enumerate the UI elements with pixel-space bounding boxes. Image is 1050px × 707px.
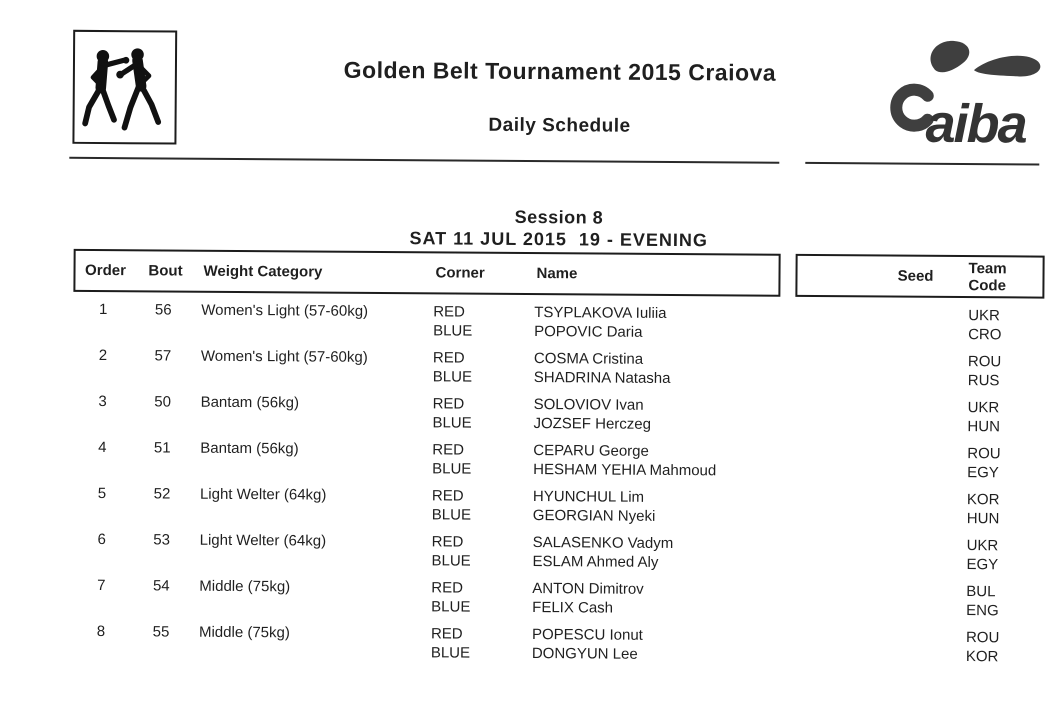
row-corner-labels bbox=[426, 578, 526, 617]
row-boxer-names bbox=[528, 349, 786, 389]
row-corner-labels bbox=[428, 302, 528, 341]
red-boxer-name: SALASENKO Vadym bbox=[532, 534, 674, 553]
corner-red-label: RED bbox=[433, 303, 465, 321]
blue-seed-value bbox=[797, 443, 937, 444]
row-order-number: 7 bbox=[97, 576, 106, 595]
blue-team-code: RUS bbox=[967, 372, 1000, 390]
red-seed-value bbox=[796, 627, 936, 628]
red-boxer-name: SOLOVIOV Ivan bbox=[533, 396, 644, 414]
blue-seed-value bbox=[797, 535, 937, 536]
session-title-area bbox=[279, 205, 839, 230]
red-boxer-name: HYUNCHUL Lim bbox=[532, 488, 645, 506]
red-boxer-name: CEPARU George bbox=[533, 442, 649, 460]
blue-boxer-name: FELIX Cash bbox=[532, 599, 614, 617]
col-header-name: Name bbox=[536, 265, 578, 283]
red-boxer-name: TSYPLAKOVA Iuliia bbox=[534, 304, 667, 322]
column-gap bbox=[784, 581, 796, 619]
row-bout-number: 56 bbox=[154, 301, 172, 319]
red-seed-value bbox=[797, 489, 937, 490]
row-corner-labels bbox=[426, 532, 526, 571]
row-corner-labels bbox=[426, 624, 526, 663]
blue-team-code: CRO bbox=[968, 326, 1002, 344]
row-weight-category: Light Welter (64kg) bbox=[199, 531, 327, 550]
corner-blue-label: BLUE bbox=[433, 322, 473, 340]
row-boxer-names bbox=[526, 625, 784, 665]
row-team-codes bbox=[936, 582, 1042, 621]
blue-boxer-name: HESHAM YEHIA Mahmoud bbox=[533, 461, 717, 480]
row-bout-number: 52 bbox=[153, 485, 171, 503]
table-row bbox=[71, 614, 1042, 667]
row-order-number: 6 bbox=[97, 530, 106, 549]
row-team-codes bbox=[936, 628, 1042, 667]
corner-red-label: RED bbox=[432, 395, 465, 413]
header-divider-left bbox=[69, 157, 779, 164]
blue-seed-value bbox=[798, 351, 938, 352]
row-seed-values bbox=[798, 351, 938, 390]
row-order-number: 2 bbox=[98, 346, 108, 365]
column-gap bbox=[785, 397, 797, 435]
table-row bbox=[73, 292, 1044, 345]
blue-boxer-name: ESLAM Ahmed Aly bbox=[532, 553, 659, 571]
row-order-number: 3 bbox=[98, 392, 107, 411]
blue-team-code: HUN bbox=[966, 510, 1000, 528]
column-gap bbox=[784, 535, 796, 573]
blue-boxer-name: SHADRINA Natasha bbox=[533, 369, 671, 387]
row-team-codes bbox=[937, 444, 1043, 483]
table-row bbox=[72, 476, 1043, 529]
red-seed-value bbox=[797, 443, 937, 444]
boxing-pictogram-logo bbox=[72, 30, 177, 145]
corner-red-label: RED bbox=[431, 533, 464, 551]
table-row bbox=[71, 522, 1042, 575]
row-boxer-names bbox=[527, 395, 785, 435]
corner-blue-label: BLUE bbox=[430, 644, 471, 662]
red-team-code: ROU bbox=[967, 353, 1002, 371]
header-divider-right bbox=[805, 162, 1039, 166]
column-gap bbox=[785, 443, 797, 481]
col-header-team-code bbox=[937, 259, 1042, 294]
row-weight-category: Bantam (56kg) bbox=[200, 439, 299, 458]
blue-team-code: EGY bbox=[967, 464, 999, 482]
row-weight-category: Middle (75kg) bbox=[198, 623, 290, 642]
corner-red-label: RED bbox=[431, 487, 464, 505]
aiba-logo-icon bbox=[877, 33, 1046, 158]
col-header-weight: Weight Category bbox=[203, 262, 323, 281]
blue-seed-value bbox=[797, 489, 937, 490]
row-boxer-names bbox=[526, 579, 784, 619]
row-seed-values bbox=[796, 581, 936, 620]
row-order-number: 4 bbox=[98, 438, 107, 457]
corner-red-label: RED bbox=[431, 579, 464, 597]
aiba-logo-text: aiba bbox=[925, 93, 1026, 155]
corner-red-label: RED bbox=[432, 441, 465, 459]
session-date-area bbox=[279, 227, 839, 252]
col-header-corner: Corner bbox=[435, 264, 485, 282]
red-seed-value bbox=[798, 305, 938, 306]
column-gap bbox=[784, 627, 796, 665]
red-team-code: UKR bbox=[968, 307, 1000, 325]
blue-boxer-name: JOZSEF Herczeg bbox=[533, 415, 652, 433]
row-corner-labels bbox=[428, 348, 528, 387]
corner-red-label: RED bbox=[432, 349, 465, 367]
row-bout-number: 53 bbox=[153, 531, 171, 549]
column-gap bbox=[786, 351, 798, 389]
table-row bbox=[73, 338, 1044, 391]
page-subtitle: Daily Schedule bbox=[488, 114, 631, 137]
blue-boxer-name: GEORGIAN Nyeki bbox=[532, 507, 656, 525]
col-header-bout: Bout bbox=[148, 262, 183, 280]
red-team-code: BUL bbox=[966, 583, 996, 601]
corner-blue-label: BLUE bbox=[431, 598, 471, 616]
corner-blue-label: BLUE bbox=[432, 414, 472, 432]
col-header-seed: Seed bbox=[897, 267, 934, 285]
red-team-code: ROU bbox=[967, 445, 1001, 463]
row-order-number: 8 bbox=[96, 622, 106, 641]
red-team-code: UKR bbox=[967, 399, 1000, 417]
row-boxer-names bbox=[527, 441, 785, 481]
corner-red-label: RED bbox=[430, 625, 463, 643]
red-team-code: ROU bbox=[965, 629, 1000, 647]
table-header-right bbox=[795, 254, 1044, 299]
row-team-codes bbox=[937, 490, 1043, 529]
blue-seed-value bbox=[798, 305, 938, 306]
row-order-number: 1 bbox=[99, 300, 108, 319]
row-order-number: 5 bbox=[97, 484, 107, 503]
row-weight-category: Middle (75kg) bbox=[199, 577, 291, 596]
row-seed-values bbox=[797, 489, 937, 528]
blue-boxer-name: DONGYUN Lee bbox=[531, 645, 638, 663]
row-weight-category: Light Welter (64kg) bbox=[199, 485, 327, 504]
row-weight-category: Women's Light (57-60kg) bbox=[200, 347, 368, 366]
blue-seed-value bbox=[798, 397, 938, 398]
col-header-team-line1: Team bbox=[968, 259, 1007, 277]
row-bout-number: 54 bbox=[152, 577, 170, 595]
red-seed-value bbox=[797, 535, 937, 536]
corner-blue-label: BLUE bbox=[432, 460, 472, 478]
table-body bbox=[71, 292, 1045, 667]
red-boxer-name: COSMA Cristina bbox=[533, 350, 644, 368]
corner-blue-label: BLUE bbox=[432, 368, 473, 386]
column-gap bbox=[786, 305, 798, 343]
page-title: Golden Belt Tournament 2015 Craiova bbox=[343, 56, 777, 86]
row-weight-category: Women's Light (57-60kg) bbox=[201, 301, 369, 320]
col-header-order: Order bbox=[85, 261, 127, 280]
table-row bbox=[72, 430, 1043, 483]
row-seed-values bbox=[798, 305, 938, 344]
row-seed-values bbox=[797, 443, 937, 482]
red-boxer-name: ANTON Dimitrov bbox=[532, 580, 644, 598]
red-team-code: UKR bbox=[966, 537, 999, 555]
blue-team-code: ENG bbox=[966, 602, 999, 620]
row-team-codes bbox=[938, 306, 1044, 345]
column-gap bbox=[785, 489, 797, 527]
session-datetime: SAT 11 JUL 2015 19 - EVENING bbox=[409, 228, 709, 251]
row-team-codes bbox=[936, 536, 1042, 575]
corner-blue-label: BLUE bbox=[431, 552, 471, 570]
row-seed-values bbox=[796, 535, 936, 574]
row-bout-number: 55 bbox=[152, 623, 170, 641]
row-corner-labels bbox=[427, 486, 527, 525]
red-seed-value bbox=[798, 397, 938, 398]
row-bout-number: 57 bbox=[154, 347, 172, 365]
row-boxer-names bbox=[527, 487, 785, 527]
blue-team-code: KOR bbox=[965, 648, 999, 666]
row-team-codes bbox=[938, 352, 1044, 391]
row-seed-values bbox=[796, 627, 936, 666]
red-seed-value bbox=[796, 581, 936, 582]
blue-seed-value bbox=[796, 581, 936, 582]
blue-seed-value bbox=[796, 627, 936, 628]
row-weight-category: Bantam (56kg) bbox=[200, 393, 300, 412]
col-header-team-line2: Code bbox=[968, 276, 1007, 294]
corner-blue-label: BLUE bbox=[431, 506, 472, 524]
session-title: Session 8 bbox=[514, 206, 604, 228]
aiba-logo bbox=[877, 33, 1046, 158]
red-team-code: KOR bbox=[966, 491, 1000, 509]
row-boxer-names bbox=[528, 303, 786, 343]
row-corner-labels bbox=[427, 440, 527, 479]
blue-boxer-name: POPOVIC Daria bbox=[534, 323, 643, 341]
table-row bbox=[71, 568, 1042, 621]
title-area bbox=[250, 56, 870, 87]
table-row bbox=[72, 384, 1043, 437]
blue-team-code: EGY bbox=[966, 556, 999, 574]
subtitle-area bbox=[249, 113, 869, 139]
boxers-icon bbox=[74, 32, 175, 143]
table-header-left bbox=[73, 249, 780, 297]
row-bout-number: 50 bbox=[154, 393, 172, 411]
red-seed-value bbox=[798, 351, 938, 352]
row-bout-number: 51 bbox=[153, 439, 171, 457]
row-boxer-names bbox=[526, 533, 784, 573]
row-corner-labels bbox=[427, 394, 527, 433]
row-seed-values bbox=[797, 397, 937, 436]
row-team-codes bbox=[937, 398, 1043, 437]
blue-team-code: HUN bbox=[967, 418, 1001, 436]
red-boxer-name: POPESCU Ionut bbox=[531, 626, 643, 644]
